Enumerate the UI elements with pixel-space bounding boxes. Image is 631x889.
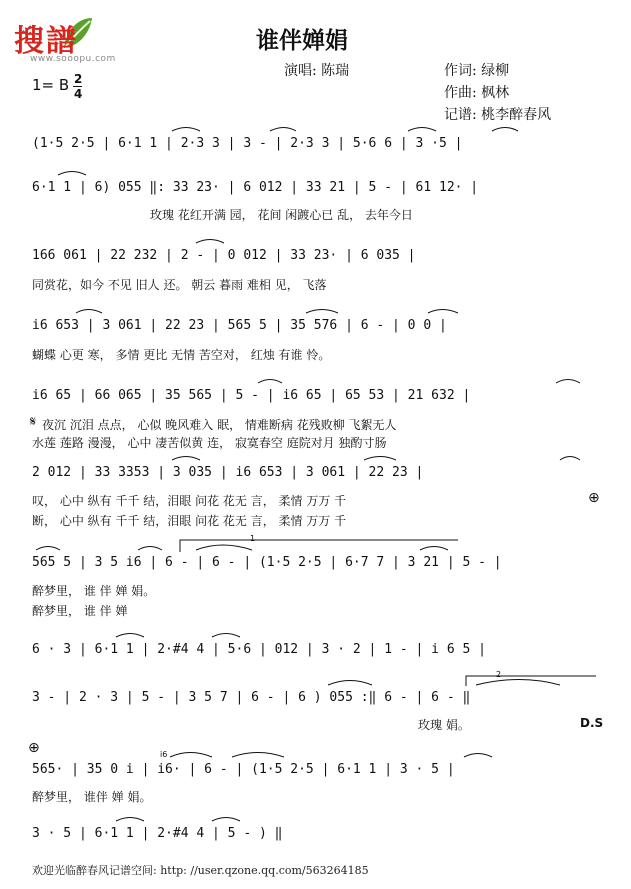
volta-2-bracket	[466, 676, 596, 686]
lyric-row-7-verse-1: 醉梦里， 谁 伴 婵 娟。	[32, 584, 156, 598]
lyric-row-7-verse-2: 醉梦里， 谁 伴 婵	[32, 604, 128, 618]
coda-icon: ⊕	[588, 490, 600, 506]
lyric-row-2: 玫瑰 花红开满 园， 花间 闲踱心已 乱， 去年今日	[150, 208, 413, 222]
tie-arc	[116, 818, 144, 822]
tie-arc	[464, 754, 492, 758]
tie-arc	[116, 634, 144, 638]
lyric-row-6-verse-2: 断， 心中 纵有 千千 结，泪眼 问花 花无 言， 柔情 万万 千	[32, 514, 347, 528]
tie-arc	[420, 547, 448, 551]
notation-row-11: 3 · 5 | 6·1 1 | 2·#4 4 | 5 - ) ‖	[32, 826, 283, 841]
lyric-row-5-verse-1: 夜沉 沉泪 点点， 心似 晚风难入 眠， 情难断病 花残败柳 飞絮无人	[42, 418, 397, 432]
key-signature: 1= B	[32, 76, 70, 94]
coda-jump-icon: ⊕	[28, 740, 40, 756]
site-logo[interactable]: 搜譜	[14, 24, 78, 59]
tie-arc	[58, 172, 86, 176]
transcriber-credit: 记谱: 桃李醉春风	[444, 107, 552, 123]
lyric-row-9: 玫瑰 娟。	[418, 718, 470, 732]
grace-note: i6	[160, 750, 168, 759]
tie-arc	[196, 240, 224, 244]
tie-arc	[556, 380, 580, 384]
lyric-row-3: 同赏花，如今 不见 旧人 还。 朝云 暮雨 难相 见， 飞落	[32, 278, 327, 292]
ds-mark: D.S	[580, 716, 604, 730]
tie-arc	[476, 680, 560, 686]
tie-arc	[196, 545, 252, 550]
tie-arc	[172, 128, 200, 132]
notation-row-8: 6 · 3 | 6·1 1 | 2·#4 4 | 5·6 | 012 | 3 · 2 | 1 - | i 6 5 |	[32, 642, 486, 657]
tie-arc	[212, 634, 240, 638]
tie-arc	[138, 547, 162, 551]
footer-text[interactable]: 欢迎光临醉春风记谱空间: http: //user.qzone.qq.com/563264185	[32, 864, 369, 877]
tie-arc	[364, 457, 396, 461]
composer-credit: 作曲: 枫林	[444, 85, 510, 101]
tie-arc	[428, 310, 458, 314]
tie-arc	[172, 457, 200, 461]
time-signature-bottom: 4	[74, 87, 83, 101]
tie-arc	[270, 128, 296, 132]
song-title: 谁伴婵娟	[256, 27, 348, 54]
time-signature-top: 2	[74, 72, 83, 86]
lyric-row-4: 蝴蝶 心更 寒， 多情 更比 无情 苦空对， 红烛 有谁 怜。	[32, 348, 331, 362]
volta-1-bracket	[180, 540, 458, 552]
tie-arc	[212, 818, 240, 822]
lyric-row-10: 醉梦里， 谁伴 婵 娟。	[32, 790, 152, 804]
notation-row-7: 565 5 | 3 5 i6 | 6 - | 6 - | (1·5 2·5 | 6·7 7 | 3 21 | 5 - |	[32, 555, 502, 570]
volta-1-label: 1	[250, 534, 256, 543]
notation-row-2: 6·1 1 | 6) 055 ‖: 33 23· | 6 012 | 33 21 | 5 - | 61 12· |	[32, 180, 479, 195]
notation-row-4: i6 653 | 3 061 | 22 23 | 565 5 | 35 576 | 6 - | 0 0 |	[32, 318, 447, 333]
notation-row-10: 565· | 35 0 i | i6· | 6 - | (1·5 2·5 | 6·1 1 | 3 · 5 |	[32, 762, 455, 777]
lyricist-credit: 作词: 绿柳	[444, 63, 510, 79]
tie-arc	[306, 310, 338, 314]
lyric-row-5-verse-2: 水莲 莲路 漫漫， 心中 凄苦似黄 连， 寂寞春空 庭院对月 独酌寸肠	[32, 436, 387, 450]
notation-row-1: (1·5 2·5 | 6·1 1 | 2·3 3 | 3 - | 2·3 3 | 5·6 6 | 3 ·5 |	[32, 136, 463, 151]
volta-2-label: 2	[496, 670, 502, 679]
tie-arc	[408, 128, 436, 132]
notation-row-9: 3 - | 2 · 3 | 5 - | 3 5 7 | 6 - | 6 ) 055 :‖ 6 - | 6 - ‖	[32, 690, 471, 705]
lyric-row-6-verse-1: 叹， 心中 纵有 千千 结，泪眼 问花 花无 言， 柔情 万万 千	[32, 494, 347, 508]
singer-credit: 演唱: 陈瑞	[284, 63, 350, 79]
tie-arc	[492, 128, 518, 132]
site-url[interactable]: www.sooopu.com	[30, 54, 116, 64]
tie-arc	[258, 380, 282, 384]
tie-arc	[560, 457, 580, 461]
notation-row-5: i6 65 | 66 065 | 35 565 | 5 - | i6 65 | 65 53 | 21 632 |	[32, 388, 471, 403]
segno-icon: 𝄋	[30, 414, 37, 430]
notation-row-3: 166 061 | 22 232 | 2 - | 0 012 | 33 23· | 6 035 |	[32, 248, 416, 263]
notation-row-6: 2 012 | 33 3353 | 3 035 | i6 653 | 3 061 | 22 23 |	[32, 465, 424, 480]
tie-arc	[76, 310, 102, 314]
tie-arc	[36, 547, 60, 551]
tie-arc	[170, 753, 212, 758]
tie-arc	[232, 753, 284, 758]
tie-arc	[328, 681, 372, 686]
